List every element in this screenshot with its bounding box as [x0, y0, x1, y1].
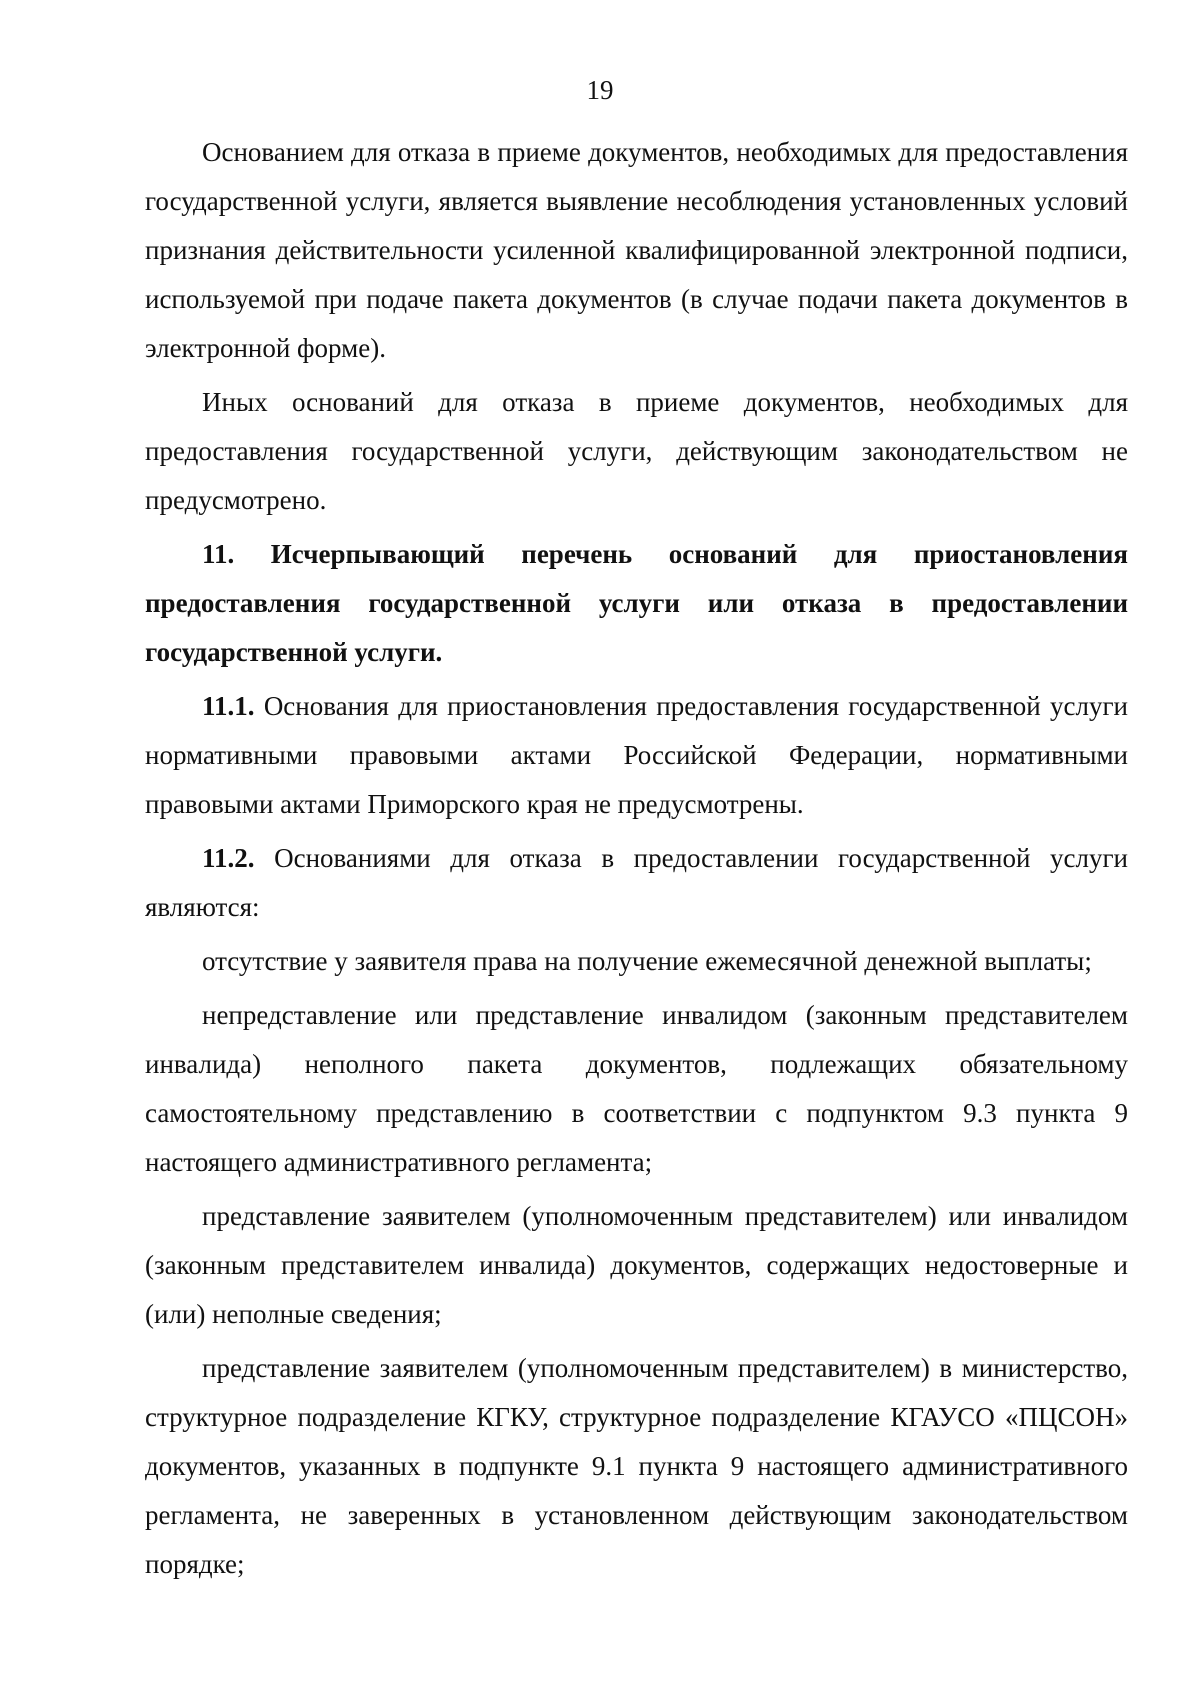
list-item-uncertified-documents: представление заявителем (уполномоченным представителем) в министерство, структурное подразделение КГКУ, структурное подразделение КГАУСО «ПЦСОН» документов, указанных в подпункте 9.1 пункта 9 настоящего административного регламента, не заверенных в установленном действующим законодательством порядке;	[145, 1353, 1128, 1579]
clause-number-11-1: 11.1.	[202, 691, 255, 721]
section-heading-11: 11. Исчерпывающий перечень оснований для приостановления предоставления государственной услуги или отказа в предоставлении государственной услуги.	[145, 539, 1128, 667]
document-body	[145, 128, 1128, 1594]
paragraph-refusal-grounds: Основанием для отказа в приеме документов, необходимых для предоставления государственной услуги, является выявление несоблюдения установленных условий признания действительности усиленной квалифицированной электронной подписи, используемой при подаче пакета документов (в случае подачи пакета документов в электронной форме).	[145, 137, 1128, 363]
paragraph-11-2	[145, 834, 1128, 932]
list-item-false-information: представление заявителем (уполномоченным представителем) или инвалидом (законным представителем инвалида) документов, содержащих недостоверные и (или) неполные сведения;	[145, 1201, 1128, 1329]
paragraph-no-other-grounds: Иных оснований для отказа в приеме документов, необходимых для предоставления государственной услуги, действующим законодательством не предусмотрено.	[145, 387, 1128, 515]
list-item-incomplete-package: непредставление или представление инвалидом (законным представителем инвалида) неполного пакета документов, подлежащих обязательному самостоятельному представлению в соответствии с подпунктом 9.3 пункта 9 настоящего административного регламента;	[145, 1000, 1128, 1177]
list-item-no-right: отсутствие у заявителя права на получение ежемесячной денежной выплаты;	[202, 946, 1092, 976]
page-number: 19	[586, 75, 614, 105]
clause-text-11-1: Основания для приостановления предоставления государственной услуги нормативными правовыми актами Российской Федерации, нормативными правовыми актами Приморского края не предусмотрены.	[145, 691, 1128, 819]
clause-number-11-2: 11.2.	[202, 843, 255, 873]
paragraph-11-1	[145, 682, 1128, 829]
clause-text-11-2: Основаниями для отказа в предоставлении государственной услуги являются:	[145, 843, 1128, 922]
